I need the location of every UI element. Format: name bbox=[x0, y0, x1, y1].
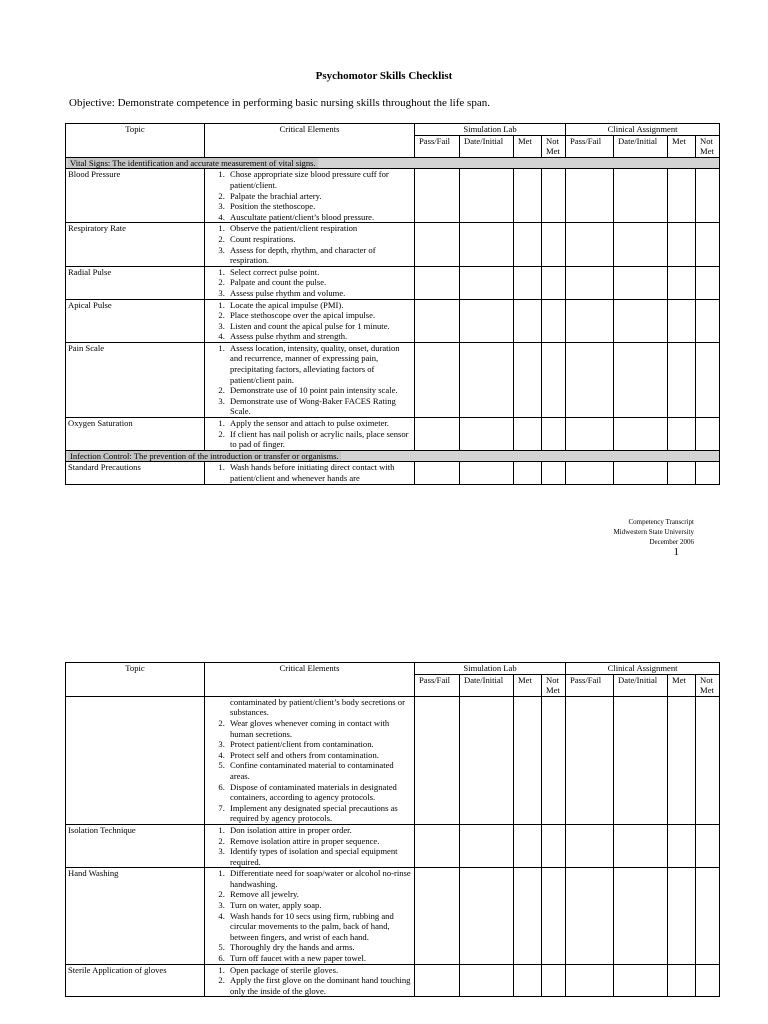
header-pass-fail: Pass/Fail bbox=[566, 674, 614, 696]
header-met: Met bbox=[668, 135, 696, 157]
header-topic: Topic bbox=[66, 663, 205, 697]
objective-text: Objective: Demonstrate competence in performing basic nursing skills throughout the life span. bbox=[69, 97, 490, 109]
row-topic: Apical Pulse bbox=[66, 299, 205, 342]
page-number: 1 bbox=[673, 546, 679, 558]
row-elements: 1. Select correct pulse point. 2. Palpate and count the pulse. 3. Assess pulse rhythm and volume. bbox=[205, 266, 415, 299]
header-not-met: Not Met bbox=[696, 674, 720, 696]
row-topic: Pain Scale bbox=[66, 342, 205, 417]
header-date-initial: Date/Initial bbox=[614, 135, 668, 157]
table-row bbox=[66, 964, 720, 997]
header-met: Met bbox=[514, 674, 542, 696]
header-date-initial: Date/Initial bbox=[460, 674, 514, 696]
row-topic: Standard Precautions bbox=[66, 462, 205, 484]
table-row bbox=[66, 223, 720, 266]
header-simulation-lab: Simulation Lab bbox=[415, 663, 566, 675]
row-elements: 1. Assess location, intensity, quality, onset, duration and recurrence, manner of expressing pain, precipitating factors, alleviating factors of patient/client pain. 2. Demonstrate use of 10 point pain intensity scale. 3. Demonstrate use of Wong-Baker FACES Rating Scale. bbox=[205, 342, 415, 417]
header-met: Met bbox=[668, 674, 696, 696]
page-footer: Competency Transcript Midwestern State University December 2006 bbox=[613, 518, 694, 546]
row-elements: contaminated by patient/client’s body secretions or substances. 2. Wear gloves whenever coming in contact with human secretions. 3. Protect patient/client from contamination. 4. Protect self and others from contamination. 5. Confine contaminated material to contaminated areas. 6. Dispose of contaminated materials in designated containers, according to agency protocols. 7. Implement any designated special precautions as required by agency protocols. bbox=[205, 696, 415, 824]
row-elements: 1. Observe the patient/client respiration 2. Count respirations. 3. Assess for depth, rhythm, and character of respiration. bbox=[205, 223, 415, 266]
table-row bbox=[66, 824, 720, 867]
header-not-met: Not Met bbox=[542, 135, 566, 157]
header-not-met: Not Met bbox=[542, 674, 566, 696]
table-row bbox=[66, 418, 720, 451]
document-page-2 bbox=[0, 662, 768, 1024]
row-topic: Oxygen Saturation bbox=[66, 418, 205, 451]
row-elements: 1. Open package of sterile gloves. 2. Apply the first glove on the dominant hand touching only the inside of the glove. bbox=[205, 964, 415, 997]
header-met: Met bbox=[514, 135, 542, 157]
table-row bbox=[66, 462, 720, 484]
table-row bbox=[66, 169, 720, 223]
row-elements: 1. Differentiate need for soap/water or alcohol no-rinse handwashing. 2. Remove all jewelry. 3. Turn on water, apply soap. 4. Wash hands for 10 secs using firm, rubbing and circular movements to the palm, back of hand, between fingers, and wrist of each hand. 5. Thoroughly dry the hands and arms. 6. Turn off faucet with a new paper towel. bbox=[205, 868, 415, 964]
header-not-met: Not Met bbox=[696, 135, 720, 157]
row-topic: Radial Pulse bbox=[66, 266, 205, 299]
row-elements: 1. Don isolation attire in proper order. 2. Remove isolation attire in proper sequence. 3. Identify types of isolation and special equipment required. bbox=[205, 824, 415, 867]
row-elements: 1. Locate the apical impulse (PMI). 2. Place stethoscope over the apical impulse. 3. Listen and count the apical pulse for 1 minute. 4. Assess pulse rhythm and strength. bbox=[205, 299, 415, 342]
row-elements: 1. Apply the sensor and attach to pulse oximeter. 2. If client has nail polish or acrylic nails, place sensor to pad of finger. bbox=[205, 418, 415, 451]
section-infection-control: Infection Control: The prevention of the introduction or transfer or organisms. bbox=[66, 450, 720, 462]
table-row bbox=[66, 342, 720, 417]
row-topic bbox=[66, 696, 205, 824]
header-clinical-assignment: Clinical Assignment bbox=[566, 124, 720, 136]
header-simulation-lab: Simulation Lab bbox=[415, 124, 566, 136]
header-date-initial: Date/Initial bbox=[460, 135, 514, 157]
row-topic: Isolation Technique bbox=[66, 824, 205, 867]
row-elements: 1. Wash hands before initiating direct contact with patient/client and whenever hands are bbox=[205, 462, 415, 484]
header-topic: Topic bbox=[66, 124, 205, 158]
table-row bbox=[66, 696, 720, 824]
skills-checklist-table-continued bbox=[65, 662, 720, 997]
header-clinical-assignment: Clinical Assignment bbox=[566, 663, 720, 675]
row-elements: 1. Chose appropriate size blood pressure cuff for patient/client. 2. Palpate the brachial artery. 3. Position the stethoscope. 4. Auscultate patient/client’s blood pressure. bbox=[205, 169, 415, 223]
header-pass-fail: Pass/Fail bbox=[415, 674, 460, 696]
section-vital-signs: Vital Signs: The identification and accurate measurement of vital signs. bbox=[66, 157, 720, 169]
header-date-initial: Date/Initial bbox=[614, 674, 668, 696]
skills-checklist-table bbox=[65, 123, 720, 485]
table-row bbox=[66, 868, 720, 964]
row-topic: Blood Pressure bbox=[66, 169, 205, 223]
document-title: Psychomotor Skills Checklist bbox=[315, 70, 453, 82]
row-topic: Respiratory Rate bbox=[66, 223, 205, 266]
row-topic: Hand Washing bbox=[66, 868, 205, 964]
header-critical-elements: Critical Elements bbox=[205, 124, 415, 158]
header-critical-elements: Critical Elements bbox=[205, 663, 415, 697]
header-pass-fail: Pass/Fail bbox=[566, 135, 614, 157]
row-topic: Sterile Application of gloves bbox=[66, 964, 205, 997]
table-row bbox=[66, 266, 720, 299]
header-pass-fail: Pass/Fail bbox=[415, 135, 460, 157]
table-row bbox=[66, 299, 720, 342]
